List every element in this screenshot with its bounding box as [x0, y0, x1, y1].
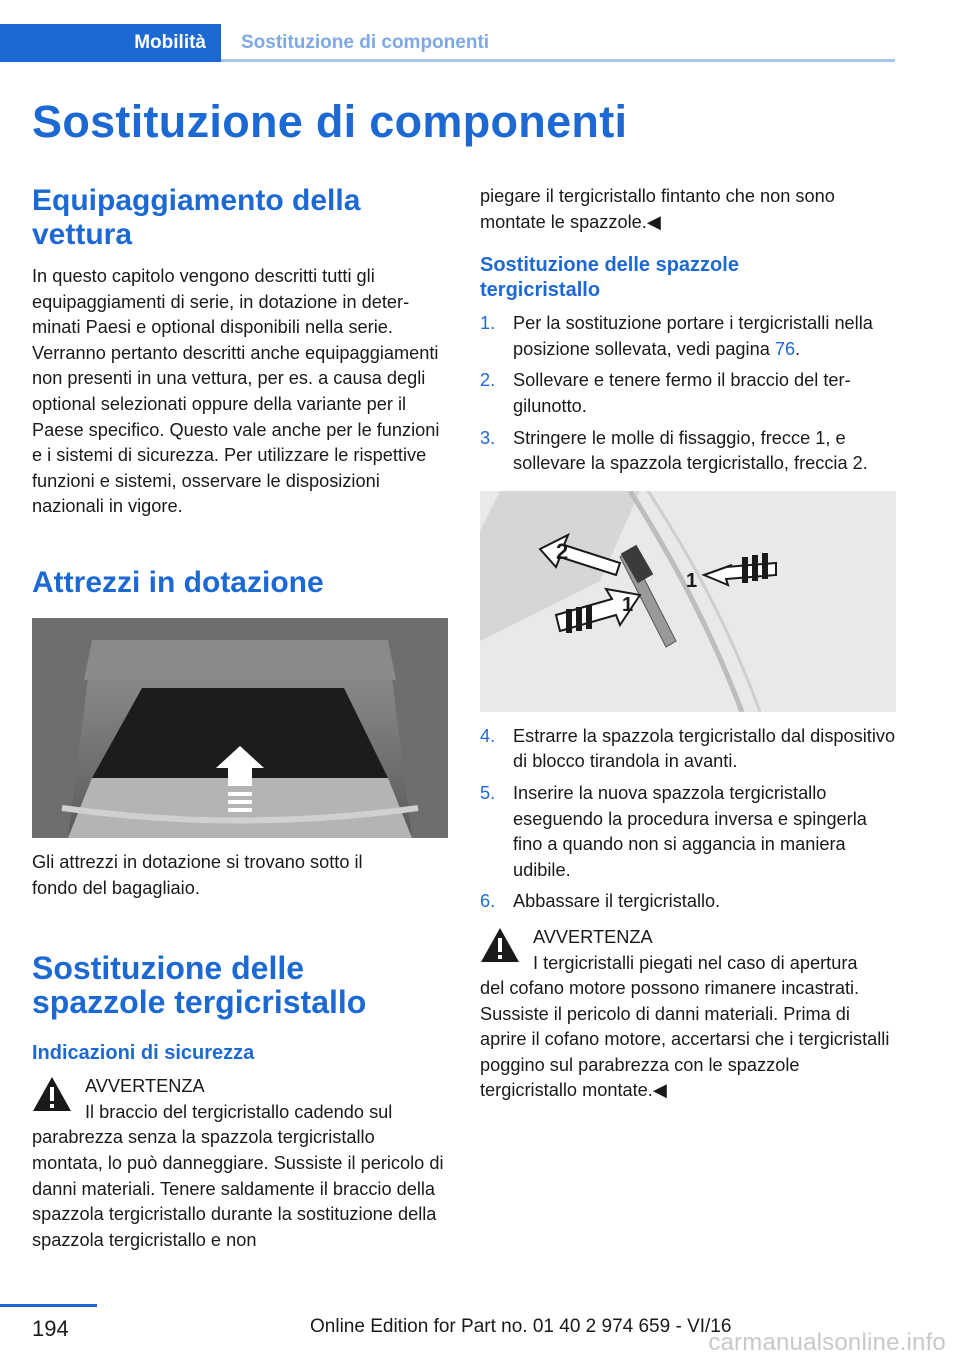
step-number: 2. [480, 370, 496, 391]
step-text: Inserire la nuova spazzola tergicristallo eseguendo la procedura inversa e spingerla fino a quando non si aggancia in maniera udibile. [513, 782, 867, 880]
tools-text: Gli attrezzi in dotazione si trovano sotto il fondo del bagagliaio. [32, 851, 363, 898]
step-number: 3. [480, 427, 496, 448]
step-item [480, 311, 896, 362]
warning-triangle-icon [32, 1076, 72, 1112]
step-number: 5. [480, 782, 496, 803]
step-number: 4. [480, 725, 496, 746]
step-number: 1. [480, 313, 496, 334]
header-tabs [0, 24, 895, 62]
steps-list-a [480, 311, 896, 477]
step-number: 6. [480, 891, 496, 912]
tab-section: Mobilità [0, 24, 221, 62]
equip-text: In questo capitolo vengono descritti tutti gli equipaggiamenti di serie, in dotazione in determinati Paesi e optional disponibili nella serie. Verranno pertanto descritti anche equipaggiamenti non presenti in una vettura, per es. a causa degli optional selezionati oppure della variante per il Paese specifico. Questo vale anche per le funzioni e i sistemi di sicurezza. Per utilizzare le rispettive funzioni e sistemi, osservare le disposizioni nazionali in vigore. [32, 266, 440, 517]
step-item [480, 724, 896, 775]
wiper-heading: Sostituzione delle spazzole tergicristallo [32, 950, 367, 1021]
step-text: Estrarre la spazzola tergicristallo dal dispositivo di blocco tirandola in avanti. [513, 725, 896, 772]
step-text: Abbassare il tergicristallo. [513, 891, 721, 912]
warning-label: AVVERTENZA [85, 1076, 205, 1097]
warning-left [32, 1074, 448, 1253]
step-text: Stringere le molle di fissaggio, frecce 1, e sollevare la spazzola tergicristallo, freccia 2. [513, 427, 868, 474]
footer-rule [0, 1304, 97, 1307]
warning-right [480, 925, 896, 1104]
page-title: Sostituzione di componenti [32, 96, 628, 147]
trunk-photo [32, 618, 448, 838]
arrow-label-1a: 1 [686, 569, 698, 592]
steps-list-b [480, 724, 896, 915]
trunk-illustration [32, 618, 448, 838]
step-end: . [795, 338, 801, 359]
warning-line1: Il braccio del tergicristallo cadendo sul [85, 1101, 393, 1122]
step-item [480, 368, 896, 419]
wiper-illustration [480, 491, 896, 712]
tools-heading: Attrezzi in dotazione [32, 565, 324, 599]
arrow-label-2: 2 [556, 538, 569, 564]
right-column [480, 184, 896, 1104]
safety-heading: Indicazioni di sicurezza [32, 1042, 255, 1065]
replace-heading: Sostituzione delle spazzole tergicristallo [480, 254, 739, 302]
continued-text: piegare il tergicristallo fintanto che non sono montate le spazzole.◀ [480, 186, 835, 232]
header-rule [221, 59, 895, 62]
wiper-figure [480, 491, 896, 712]
warning-triangle-icon [480, 927, 520, 963]
left-column [32, 184, 448, 1253]
page-number: 194 [32, 1316, 69, 1341]
edition-text: Online Edition for Part no. 01 40 2 974 659 - VI/16 [310, 1316, 732, 1337]
step-item [480, 781, 896, 883]
warning-line1: I tergicristalli piegati nel caso di apertura [533, 952, 858, 973]
page-link[interactable]: 76 [774, 338, 796, 359]
step-item [480, 889, 896, 915]
step-text: Sollevare e tenere fermo il braccio del tergilunotto. [513, 370, 851, 416]
step-item [480, 426, 896, 477]
step-text: Per la sostituzione portare i tergicristalli nella posizione sollevata, vedi pagina [513, 313, 873, 359]
arrow-label-1b: 1 [622, 593, 634, 616]
warning-rest: del cofano motore possono rimanere incastrati. Sussiste il pericolo di danni materiali. Prima di aprire il cofano motore, accertarsi che i tergicristalli poggino sul parabrezza con le spazzole tergicristallo montate.◀ [480, 978, 890, 1101]
watermark: carmanualsonline.info [708, 1329, 946, 1356]
equip-heading: Equipaggiamento della vettura [32, 184, 361, 251]
warning-label: AVVERTENZA [533, 926, 653, 947]
warning-rest: parabrezza senza la spazzola tergicristallo montata, lo può danneggiare. Sussiste il pericolo di danni materiali. Tenere saldamente il braccio della spazzola tergicristallo durante la sostituzione della spazzola tergicristallo e non [32, 1127, 444, 1250]
tab-chapter: Sostituzione di componenti [241, 32, 490, 53]
